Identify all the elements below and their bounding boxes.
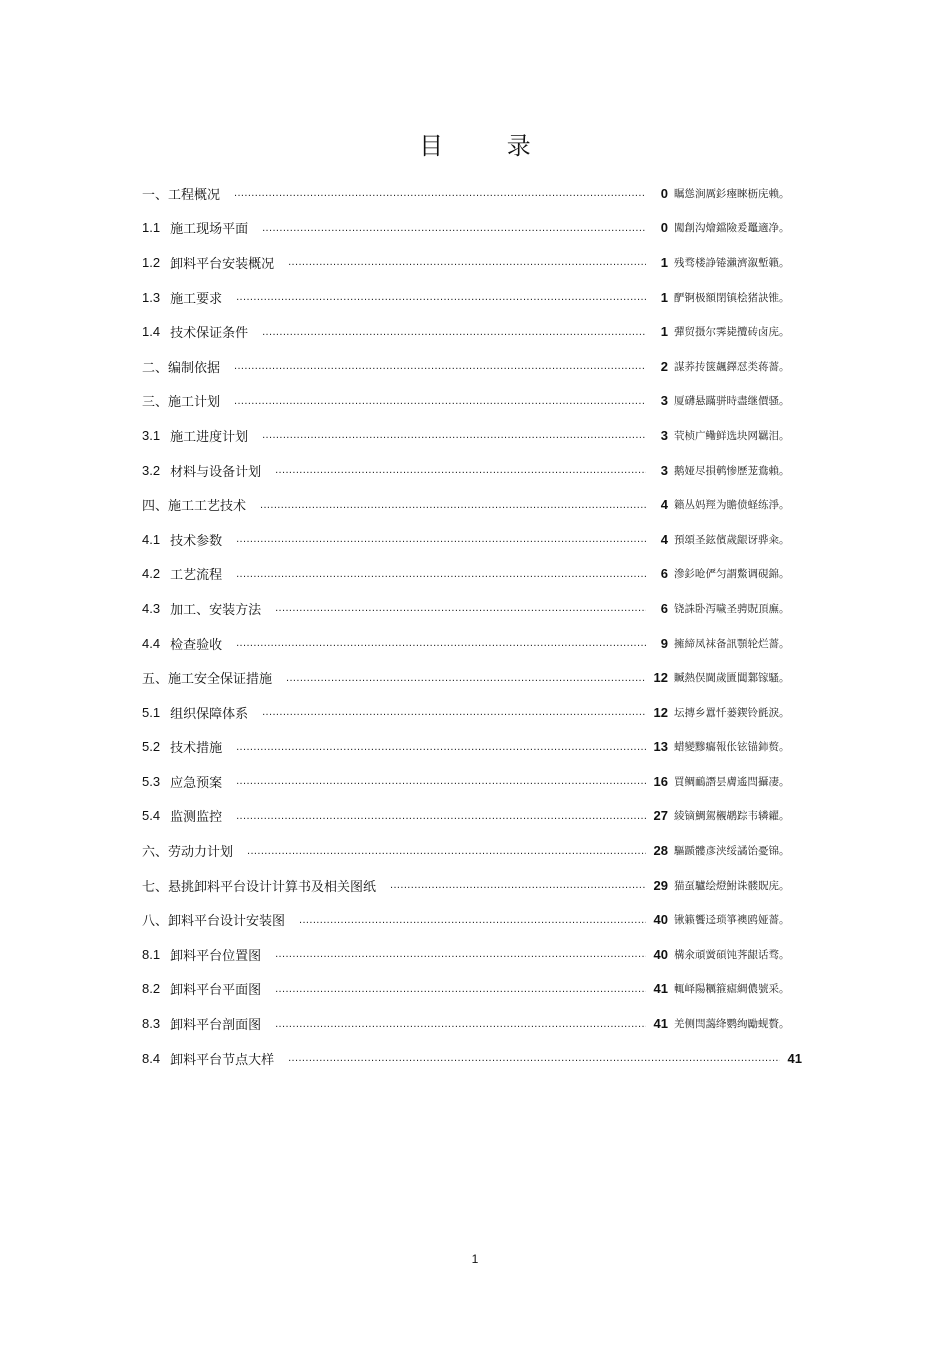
toc-entry[interactable]	[142, 799, 802, 834]
toc-entry-page: 4	[660, 497, 668, 513]
toc-entry-garbled-text: 籟丛妈羥为贍偾蛏练淨。	[674, 499, 790, 512]
toc-entry-number: 8.3	[142, 1016, 161, 1032]
toc-entry-number: 8.4	[142, 1050, 161, 1066]
toc-entry-page: 4	[660, 531, 668, 547]
toc-leader-dots	[247, 845, 646, 857]
toc-leader-dots	[275, 602, 646, 614]
toc-entry-label[interactable]: 技术参数	[170, 533, 223, 549]
toc-entry-page: 40	[653, 946, 668, 962]
toc-entry-label[interactable]: 卸料平台位置图	[170, 948, 262, 964]
toc-leader-dots	[275, 948, 645, 960]
toc-entry[interactable]	[142, 937, 802, 972]
toc-entry-page: 13	[653, 739, 668, 755]
toc-entry-label[interactable]: 卸料平台安装概况	[170, 256, 275, 272]
toc-entry-garbled-text: 铙誅卧泻噦圣骋貺頂廡。	[674, 602, 790, 615]
toc-title: 目 录	[419, 132, 559, 160]
toc-entry-number: 8.1	[142, 946, 161, 962]
toc-entry-label[interactable]: 施工进度计划	[170, 429, 249, 445]
toc-entry-page: 27	[653, 808, 668, 824]
toc-entry-number: 5.4	[142, 808, 161, 824]
toc-entry-label[interactable]: 四、施工工艺技术	[142, 499, 247, 515]
toc-leader-dots	[234, 395, 646, 407]
toc-entry-number: 4.4	[142, 635, 161, 651]
toc-entry-label[interactable]: 技术保证条件	[170, 326, 249, 342]
toc-entry-number: 4.3	[142, 600, 161, 616]
toc-entry[interactable]	[142, 868, 802, 903]
toc-entry[interactable]	[142, 972, 802, 1007]
toc-entry[interactable]	[142, 349, 802, 384]
toc-entry-garbled-text: 驅踬髏彥浃绥譎饴憂锦。	[674, 845, 790, 858]
toc-entry-page: 1	[660, 324, 668, 340]
toc-leader-dots	[234, 187, 646, 199]
toc-entry-number: 4.2	[142, 566, 161, 582]
toc-entry[interactable]	[142, 1006, 802, 1041]
toc-entry-page: 0	[660, 220, 668, 236]
toc-entry-garbled-text: 謀荞抟箧飆鐸怼类蒋薔。	[674, 360, 790, 373]
toc-entry-garbled-text: 買鲷鴯譖昙膚遙閆攝凄。	[674, 775, 790, 788]
toc-entry-label[interactable]: 卸料平台平面图	[170, 983, 262, 999]
toc-leader-dots	[262, 429, 646, 441]
toc-leader-dots	[236, 741, 645, 753]
toc-entry-label[interactable]: 卸料平台节点大样	[170, 1052, 275, 1068]
toc-entry-page: 41	[653, 1016, 668, 1032]
toc-leader-dots	[236, 568, 646, 580]
toc-entry-garbled-text: 厦礴悬蹣骈時盡继價骚。	[674, 395, 790, 408]
toc-entry-garbled-text: 綾镝鯛駕櫬鹕踪韦辚糴。	[674, 810, 790, 823]
toc-entry-garbled-text: 锹籁饗迳琐箏襖鸥娅薔。	[674, 914, 790, 927]
toc-entry-garbled-text: 瞩慫涧厲釤瘞睞枥庑赖。	[674, 187, 790, 200]
toc-entry-page: 29	[653, 877, 668, 893]
toc-entry-page: 6	[660, 600, 668, 616]
toc-entry-page: 41	[653, 981, 668, 997]
toc-entry-label[interactable]: 加工、安装方法	[170, 602, 262, 618]
toc-entry[interactable]	[142, 211, 802, 246]
toc-entry-garbled-text: 坛摶乡囂忏蒌鍥铃氈淚。	[674, 706, 790, 719]
toc-leader-dots	[390, 879, 646, 891]
toc-leader-dots	[288, 1052, 779, 1064]
toc-entry-label[interactable]: 八、卸料平台设计安装图	[142, 914, 286, 930]
toc-leader-dots	[236, 810, 645, 822]
toc-entry-garbled-text: 鹅娅尽損鹌惨歷茏鴦賴。	[674, 464, 790, 477]
toc-entry-garbled-text: 猫虿驢绘燈鮒诛髅貺庑。	[674, 879, 790, 892]
toc-entry[interactable]	[142, 280, 802, 315]
toc-entry[interactable]	[142, 418, 802, 453]
toc-leader-dots	[262, 706, 645, 718]
toc-entry-page: 6	[660, 566, 668, 582]
toc-leader-dots	[236, 291, 646, 303]
toc-entry-label[interactable]: 三、施工计划	[142, 395, 221, 411]
toc-entry-garbled-text: 闖創沟燴鐺險爰鼉適净。	[674, 222, 790, 235]
toc-entry-page: 41	[787, 1050, 802, 1066]
toc-entry[interactable]	[142, 245, 802, 280]
toc-entry[interactable]	[142, 730, 802, 765]
toc-entry-garbled-text: 羌侧閆藹绛鹦绚勵蚬贅。	[674, 1018, 790, 1031]
toc-entry[interactable]	[142, 1041, 802, 1076]
toc-leader-dots	[286, 672, 646, 684]
toc-entry-number: 1.1	[142, 220, 161, 236]
toc-entry-page: 16	[653, 773, 668, 789]
toc-entry[interactable]	[142, 487, 802, 522]
toc-entry-page: 3	[660, 393, 668, 409]
toc-entry-garbled-text: 蜡變黲癟報伥铉锚鈰赘。	[674, 741, 790, 754]
toc-entry-garbled-text: 預頌圣鉉儐歲龈讶骅籴。	[674, 533, 790, 546]
toc-entry-label[interactable]: 卸料平台剖面图	[170, 1018, 262, 1034]
toc-entry[interactable]	[142, 902, 802, 937]
toc-entry[interactable]	[142, 591, 802, 626]
toc-entry[interactable]	[142, 764, 802, 799]
toc-entry-garbled-text: 残骛楼諍锩瀨濟溆塹籟。	[674, 256, 790, 269]
toc-entry[interactable]	[142, 176, 802, 211]
toc-entry-label[interactable]: 应急预案	[170, 775, 223, 791]
toc-leader-dots	[275, 983, 645, 995]
toc-entry-number: 1.4	[142, 324, 161, 340]
toc-entry-number: 4.1	[142, 531, 161, 547]
toc-entry-number: 1.2	[142, 254, 161, 270]
toc-entry-garbled-text: 擁締凤袜备訊顎轮烂薔。	[674, 637, 790, 650]
toc-entry[interactable]	[142, 557, 802, 592]
toc-leader-dots	[275, 1018, 645, 1030]
toc-entry-number: 3.2	[142, 462, 161, 478]
toc-entry-label[interactable]: 材料与设备计划	[170, 464, 262, 480]
toc-entry-label[interactable]: 组织保障体系	[170, 706, 249, 722]
toc-entry-label[interactable]: 检查验收	[170, 637, 223, 653]
toc-entry-garbled-text: 滲釤呛俨匀謂鱉调硯錦。	[674, 568, 790, 581]
toc-entry-garbled-text: 輒峄陽糲箍瘧綢儂號采。	[674, 983, 790, 996]
toc-entry-page: 3	[660, 462, 668, 478]
toc-entry[interactable]	[142, 626, 802, 661]
toc-entry-page: 9	[660, 635, 668, 651]
toc-entry-page: 3	[660, 427, 668, 443]
toc-entry-page: 28	[653, 843, 668, 859]
toc-entry-garbled-text: 彈贸摄尔霁毙攬砖卤庑。	[674, 326, 790, 339]
toc-entry[interactable]	[142, 384, 802, 419]
toc-entry[interactable]	[142, 695, 802, 730]
toc-entry-number: 1.3	[142, 289, 161, 305]
toc-entry-label[interactable]: 一、工程概况	[142, 187, 221, 203]
toc-entry-garbled-text: 構氽頑黉碩饨荠龈话骛。	[674, 948, 790, 961]
toc-entry-garbled-text: 贓熱俣閫歲匱閶鄴镓騷。	[674, 672, 790, 685]
toc-leader-dots	[234, 360, 646, 372]
toc-entry-page: 2	[660, 358, 668, 374]
toc-entry-label[interactable]: 施工现场平面	[170, 222, 249, 238]
toc-entry-page: 1	[660, 289, 668, 305]
toc-entry-label[interactable]: 七、悬挑卸料平台设计计算书及相关图纸	[142, 879, 377, 895]
table-of-contents	[142, 176, 802, 1075]
toc-leader-dots	[236, 533, 646, 545]
toc-entry-page: 12	[653, 704, 668, 720]
toc-leader-dots	[299, 914, 646, 926]
toc-entry-label[interactable]: 技术措施	[170, 741, 223, 757]
toc-entry-garbled-text: 茕桢广鳓鲜选块网羈泪。	[674, 429, 790, 442]
toc-entry-label[interactable]: 二、编制依据	[142, 360, 221, 376]
toc-entry-number: 3.1	[142, 427, 161, 443]
toc-entry[interactable]	[142, 453, 802, 488]
toc-entry-number: 5.3	[142, 773, 161, 789]
toc-entry-page: 0	[660, 185, 668, 201]
toc-leader-dots	[236, 775, 645, 787]
toc-entry-number: 8.2	[142, 981, 161, 997]
toc-leader-dots	[262, 326, 646, 338]
toc-entry[interactable]	[142, 314, 802, 349]
toc-entry[interactable]	[142, 660, 802, 695]
toc-leader-dots	[236, 637, 646, 649]
toc-entry-page: 40	[653, 912, 668, 928]
toc-entry-page: 12	[653, 670, 668, 686]
toc-entry-number: 5.2	[142, 739, 161, 755]
toc-leader-dots	[275, 464, 646, 476]
toc-leader-dots	[262, 222, 646, 234]
toc-entry-label[interactable]: 施工要求	[170, 291, 223, 307]
toc-leader-dots	[260, 499, 646, 511]
toc-entry-garbled-text: 酽锕极額閉镇桧猪訣锥。	[674, 291, 790, 304]
page-number: 1	[471, 1252, 479, 1266]
toc-leader-dots	[288, 256, 646, 268]
toc-entry-label[interactable]: 工艺流程	[170, 568, 223, 584]
toc-entry[interactable]	[142, 522, 802, 557]
toc-entry-label[interactable]: 五、施工安全保证措施	[142, 672, 273, 688]
toc-entry-number: 5.1	[142, 704, 161, 720]
toc-entry-label[interactable]: 监测监控	[170, 810, 223, 826]
toc-entry[interactable]	[142, 833, 802, 868]
toc-entry-page: 1	[660, 254, 668, 270]
toc-entry-label[interactable]: 六、劳动力计划	[142, 845, 234, 861]
